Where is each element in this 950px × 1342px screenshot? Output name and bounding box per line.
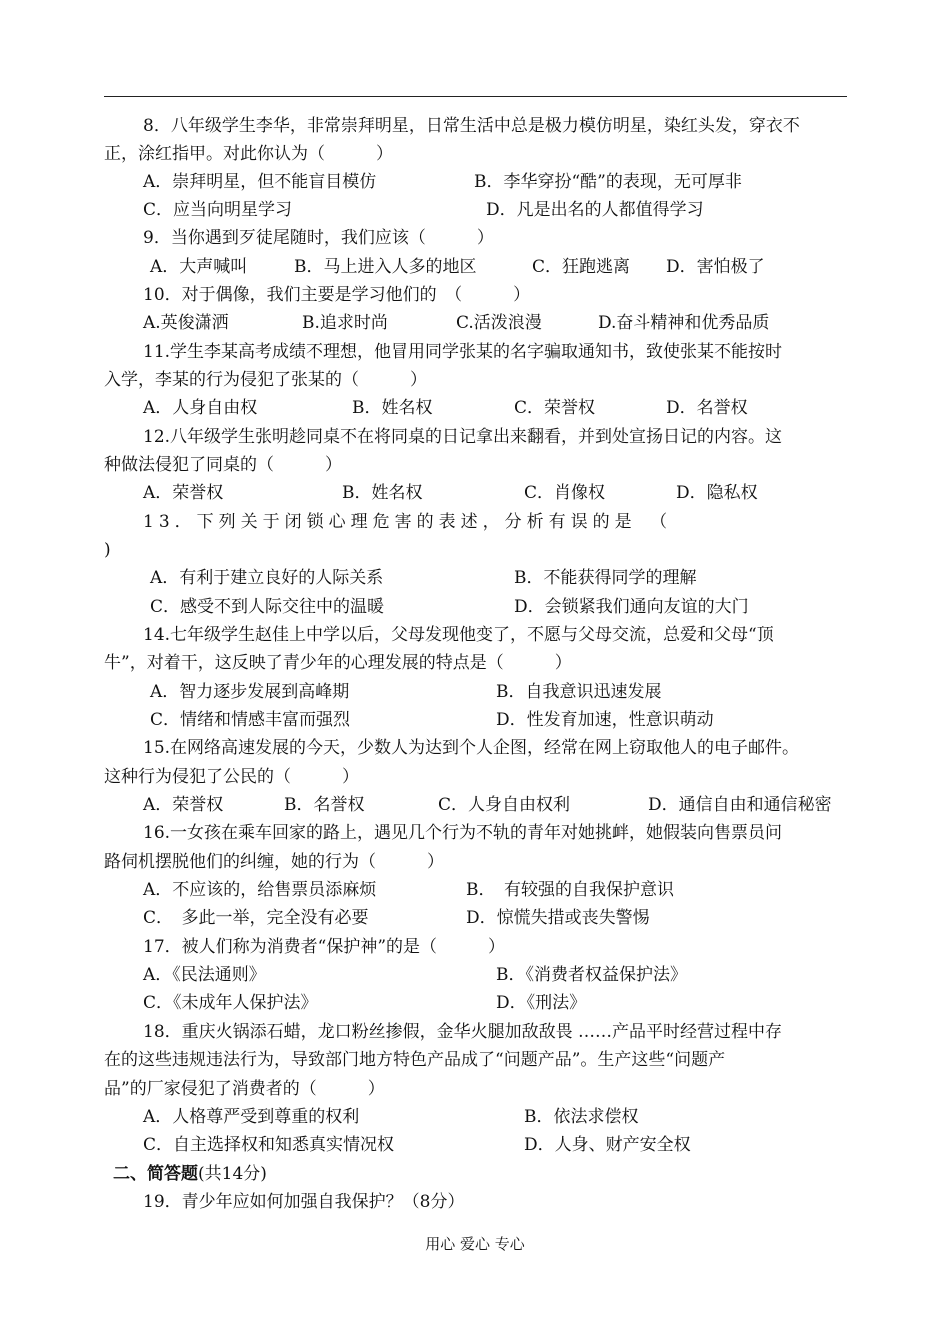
q8-option-c: C．应当向明星学习	[143, 200, 293, 220]
q16-option-c: C． 多此一举，完全没有必要	[143, 908, 369, 928]
question-17: 17．被人们称为消费者“保护神”的是（ ）	[143, 937, 506, 957]
q9-option-b: B．马上进入人多的地区	[294, 257, 477, 277]
q8-option-b: B．李华穿扮“酷”的表现，无可厚非	[474, 172, 742, 192]
q11-option-b: B．姓名权	[352, 398, 433, 418]
q14-option-a: A．智力逐步发展到高峰期	[150, 682, 350, 702]
q16-option-a: A．不应该的，给售票员添麻烦	[143, 880, 377, 900]
header-rule	[104, 96, 847, 97]
q18-option-b: B．依法求偿权	[524, 1107, 639, 1127]
q17-option-d: D．《刑法》	[496, 993, 587, 1013]
q13-option-c: C．感受不到人际交往中的温暖	[150, 597, 385, 617]
question-16-cont: 路伺机摆脱他们的纠缠，她的行为（ ）	[104, 852, 444, 872]
q14-option-b: B．自我意识迅速发展	[496, 682, 662, 702]
question-14-cont: 牛”，对着干，这反映了青少年的心理发展的特点是（ ）	[104, 653, 572, 673]
question-8-cont: 正，涂红指甲。对此你认为（ ）	[104, 144, 393, 164]
section-heading	[113, 1164, 267, 1184]
q11-option-c: C．荣誉权	[514, 398, 596, 418]
q13-option-d: D．会锁紧我们通向友谊的大门	[514, 597, 749, 617]
q12-option-b: B．姓名权	[342, 483, 423, 503]
q13-option-a: A．有利于建立良好的人际关系	[150, 568, 384, 588]
q11-option-a: A．人身自由权	[143, 398, 258, 418]
question-14: 14.七年级学生赵佳上中学以后，父母发现他变了，不愿与父母交流，总爱和父母“顶	[143, 625, 774, 645]
question-12-cont: 种做法侵犯了同桌的（ ）	[104, 455, 342, 475]
q13-option-b: B．不能获得同学的理解	[514, 568, 697, 588]
q9-option-a: A．大声喊叫	[150, 257, 248, 277]
q12-option-a: A．荣誉权	[143, 483, 224, 503]
page-footer: 用心 爱心 专心	[425, 1235, 525, 1253]
question-13: 13．下列关于闭锁心理危害的表述，分析有误的是 （	[143, 512, 673, 532]
q11-option-d: D．名誉权	[666, 398, 748, 418]
q10-option-c: C.活泼浪漫	[456, 313, 542, 333]
q12-option-d: D．隐私权	[676, 483, 758, 503]
q17-option-b: B．《消费者权益保护法》	[496, 965, 687, 985]
q16-option-b: B． 有较强的自我保护意识	[466, 880, 674, 900]
q15-option-a: A．荣誉权	[143, 795, 224, 815]
question-11: 11.学生李某高考成绩不理想，他冒用同学张某的名字骗取通知书，致使张某不能按时	[143, 342, 783, 362]
q8-option-a: A．崇拜明星，但不能盲目模仿	[143, 172, 377, 192]
q14-option-d: D．性发育加速，性意识萌动	[496, 710, 714, 730]
q8-option-d: D．凡是出名的人都值得学习	[486, 200, 704, 220]
question-10: 10．对于偶像，我们主要是学习他们的 （ ）	[143, 285, 531, 305]
q17-option-c: C．《未成年人保护法》	[143, 993, 318, 1013]
question-18-cont2: 品”的厂家侵犯了消费者的（ ）	[104, 1079, 385, 1099]
question-19: 19．青少年应如何加强自我保护？（8分）	[143, 1192, 465, 1212]
q15-option-d: D．通信自由和通信秘密	[648, 795, 832, 815]
question-16: 16.一女孩在乘车回家的路上，遇见几个行为不轨的青年对她挑衅，她假装向售票员问	[143, 823, 783, 843]
question-11-cont: 入学，李某的行为侵犯了张某的（ ）	[104, 370, 427, 390]
question-15: 15.在网络高速发展的今天，少数人为达到个人企图，经常在网上窃取他人的电子邮件。	[143, 738, 800, 758]
q15-option-c: C．人身自由权利	[438, 795, 571, 815]
q18-option-c: C．自主选择权和知悉真实情况权	[143, 1135, 395, 1155]
q17-option-a: A．《民法通则》	[143, 965, 266, 985]
question-18-cont: 在的这些违规违法行为，导致部门地方特色产品成了“问题产品”。生产这些“问题产	[104, 1050, 726, 1070]
question-15-cont: 这种行为侵犯了公民的（ ）	[104, 767, 359, 787]
q18-option-a: A．人格尊严受到尊重的权利	[143, 1107, 360, 1127]
q12-option-c: C．肖像权	[524, 483, 606, 503]
question-9: 9．当你遇到歹徒尾随时，我们应该（ ）	[143, 228, 494, 248]
section-score: (共14分)	[198, 1164, 267, 1184]
q9-option-d: D．害怕极了	[666, 257, 765, 277]
section-title: 二、简答题	[113, 1164, 198, 1184]
question-12: 12.八年级学生张明趁同桌不在将同桌的日记拿出来翻看，并到处宣扬日记的内容。这	[143, 427, 783, 447]
q16-option-d: D．惊慌失措或丧失警惕	[466, 908, 650, 928]
q15-option-b: B．名誉权	[284, 795, 365, 815]
q14-option-c: C．情绪和情感丰富而强烈	[150, 710, 351, 730]
q10-option-a: A.英俊潇洒	[143, 313, 229, 333]
question-8: 8．八年级学生李华，非常崇拜明星，日常生活中总是极力模仿明星，染红头发，穿衣不	[143, 116, 800, 136]
question-18: 18．重庆火锅添石蜡，龙口粉丝掺假，金华火腿加敌敌畏 ……产品平时经营过程中存	[143, 1022, 783, 1042]
q10-option-d: D.奋斗精神和优秀品质	[598, 313, 770, 333]
q10-option-b: B.追求时尚	[302, 313, 388, 333]
question-13-cont: )	[104, 540, 111, 560]
q9-option-c: C．狂跑逃离	[532, 257, 631, 277]
q18-option-d: D．人身、财产安全权	[524, 1135, 691, 1155]
